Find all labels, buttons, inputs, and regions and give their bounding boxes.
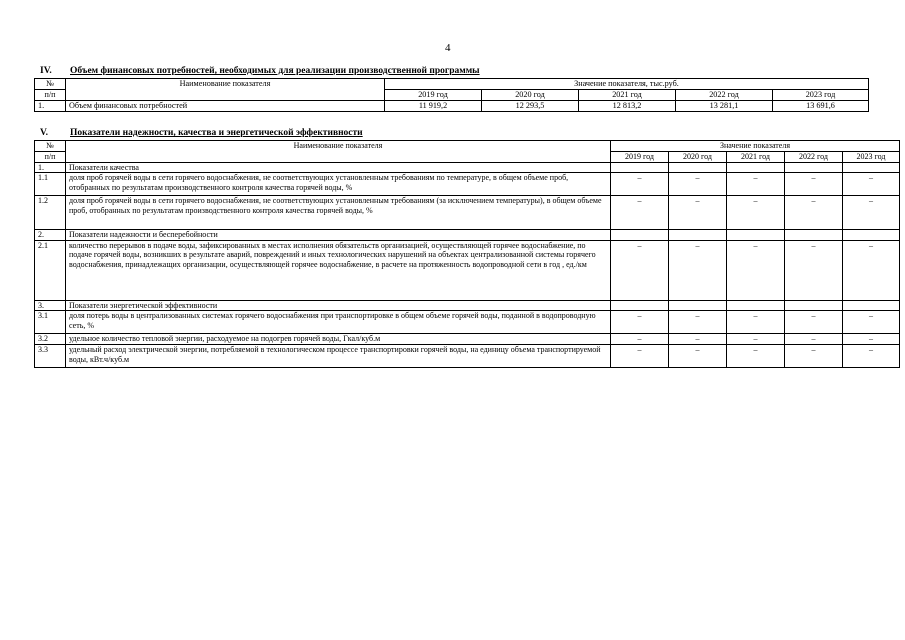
year-header: 2019 год xyxy=(385,89,482,100)
row-number: 1.2 xyxy=(35,196,66,230)
row-value: – xyxy=(727,196,785,230)
reliability-quality-table xyxy=(34,140,900,368)
row-number: 3.2 xyxy=(35,334,66,345)
row-number: 2. xyxy=(35,230,66,241)
section-5-number: V. xyxy=(40,128,49,138)
row-value: – xyxy=(669,311,727,334)
row-name: доля проб горячей воды в сети горячего водоснабжения, не соответствующих установленным требованиям (за исключением температуры), в общем объеме проб, отобранных по результатам производственного контроля качества горячей воды, % xyxy=(66,196,611,230)
section-4-number: IV. xyxy=(40,66,52,76)
group-name: Показатели энергетической эффективности xyxy=(66,300,611,311)
row-number: 1.1 xyxy=(35,173,66,196)
row-name: количество перерывов в подаче воды, зафиксированных в местах исполнения обязательств организацией, осуществляющей горячее водоснабжение, по подаче горячей воды, возникших в результате аварий, повреждений и иных технологических нарушений на объектах централизованной системы горячего водоснабжения, принадлежащих организации, осуществляющей горячее водоснабжение, в расчете на протяженность водопроводной сети в год , ед./км xyxy=(66,240,611,300)
section-5-title: Показатели надежности, качества и энергетической эффективности xyxy=(70,128,363,138)
row-value: – xyxy=(727,311,785,334)
row-name: удельный расход электрической энергии, потребляемой в технологическом процессе транспортировки горячей воды, на единицу объема транспортируемой воды, кВт.ч/куб.м xyxy=(66,345,611,368)
row-number: 2.1 xyxy=(35,240,66,300)
number-subheader: п/п xyxy=(35,151,66,162)
row-value: – xyxy=(785,196,843,230)
row-value: – xyxy=(785,334,843,345)
year-header: 2019 год xyxy=(611,151,669,162)
row-value: – xyxy=(843,334,900,345)
row-value: 13 691,6 xyxy=(773,100,869,111)
row-value: – xyxy=(843,311,900,334)
row-value: – xyxy=(611,173,669,196)
table-row xyxy=(35,173,900,196)
table-row xyxy=(35,311,900,334)
row-value: – xyxy=(727,173,785,196)
row-value: – xyxy=(843,196,900,230)
row-value: – xyxy=(785,345,843,368)
number-header: № xyxy=(35,141,66,152)
row-value: – xyxy=(669,334,727,345)
section-4-title: Объем финансовых потребностей, необходимых для реализации производственной программы xyxy=(70,66,480,76)
row-value: – xyxy=(669,345,727,368)
row-value: – xyxy=(669,196,727,230)
row-value: – xyxy=(843,173,900,196)
row-value: 13 281,1 xyxy=(676,100,773,111)
row-value: – xyxy=(785,311,843,334)
row-value: – xyxy=(669,240,727,300)
value-header: Значение показателя, тыс.руб. xyxy=(385,79,869,90)
indicator-name-header: Наименование показателя xyxy=(66,141,611,163)
row-name: доля потерь воды в централизованных системах горячего водоснабжения при транспортировке в общем объеме горячей воды, поданной в водопроводную сеть, % xyxy=(66,311,611,334)
section-4-heading xyxy=(40,66,480,76)
page-number: 4 xyxy=(445,42,451,54)
row-name: удельное количество тепловой энергии, расходуемое на подогрев горячей воды, Гкал/куб.м xyxy=(66,334,611,345)
year-header: 2023 год xyxy=(773,89,869,100)
year-header: 2023 год xyxy=(843,151,900,162)
row-value: – xyxy=(611,240,669,300)
table-row xyxy=(35,196,900,230)
row-value: – xyxy=(727,240,785,300)
year-header: 2021 год xyxy=(727,151,785,162)
indicator-name-header: Наименование показателя xyxy=(66,79,385,101)
row-value: – xyxy=(727,345,785,368)
year-header: 2022 год xyxy=(785,151,843,162)
row-value: 11 919,2 xyxy=(385,100,482,111)
row-number: 1. xyxy=(35,100,66,111)
row-value: – xyxy=(785,240,843,300)
row-value: – xyxy=(611,334,669,345)
group-row xyxy=(35,300,900,311)
section-5-heading xyxy=(40,128,363,138)
row-number: 3.3 xyxy=(35,345,66,368)
financial-needs-table xyxy=(34,78,869,112)
row-value: – xyxy=(669,173,727,196)
table-row xyxy=(35,345,900,368)
row-name: доля проб горячей воды в сети горячего водоснабжения, не соответствующих установленным требованиям по температуре, в общем объеме проб, отобранных по результатам производственного контроля качества горячей воды, % xyxy=(66,173,611,196)
year-header: 2020 год xyxy=(669,151,727,162)
value-header: Значение показателя xyxy=(611,141,900,152)
row-value: – xyxy=(727,334,785,345)
row-value: – xyxy=(785,173,843,196)
year-header: 2020 год xyxy=(482,89,579,100)
table-row xyxy=(35,100,869,111)
group-row xyxy=(35,162,900,173)
group-row xyxy=(35,230,900,241)
row-value: – xyxy=(843,345,900,368)
number-header: № xyxy=(35,79,66,90)
row-number: 3. xyxy=(35,300,66,311)
row-value: – xyxy=(611,311,669,334)
row-name: Объем финансовых потребностей xyxy=(66,100,385,111)
year-header: 2021 год xyxy=(579,89,676,100)
row-value: 12 813,2 xyxy=(579,100,676,111)
row-number: 3.1 xyxy=(35,311,66,334)
row-value: – xyxy=(843,240,900,300)
row-value: – xyxy=(611,196,669,230)
year-header: 2022 год xyxy=(676,89,773,100)
table-row xyxy=(35,334,900,345)
row-value: – xyxy=(611,345,669,368)
row-number: 1. xyxy=(35,162,66,173)
group-name: Показатели надежности и бесперебойности xyxy=(66,230,611,241)
number-subheader: п/п xyxy=(35,89,66,100)
table-row xyxy=(35,240,900,300)
group-name: Показатели качества xyxy=(66,162,611,173)
row-value: 12 293,5 xyxy=(482,100,579,111)
